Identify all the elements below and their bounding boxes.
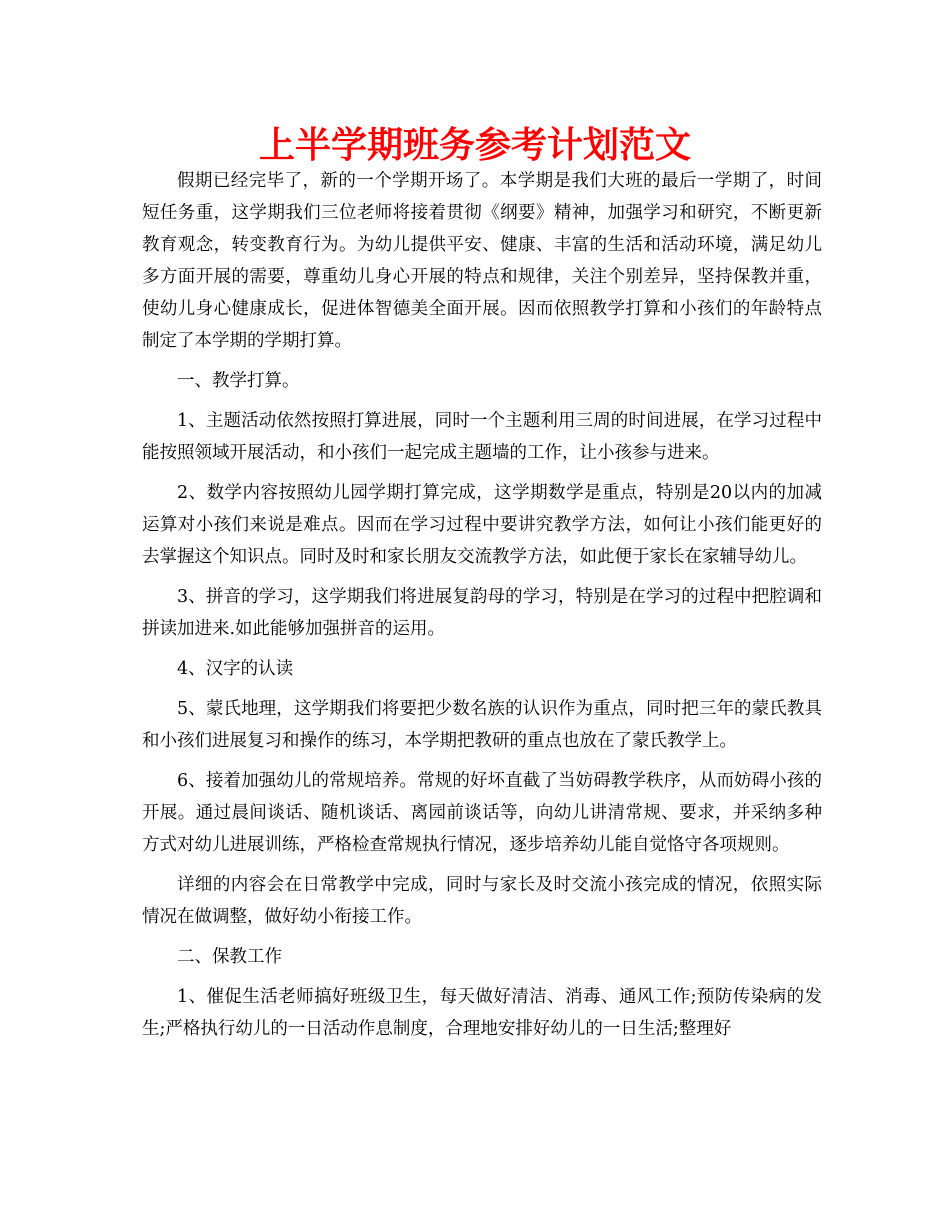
paragraph-summary: 详细的内容会在日常教学中完成，同时与家长及时交流小孩完成的情况，依照实际情况在做调整，做好幼小衔接工作。: [142, 875, 822, 927]
paragraph-item-5: 5、蒙氏地理，这学期我们将要把少数名族的认识作为重点，同时把三年的蒙氏教具和小孩们进展复习和操作的练习，本学期把教研的重点也放在了蒙氏教学上。: [142, 699, 822, 751]
paragraph-item-2: 2、数学内容按照幼儿园学期打算完成，这学期数学是重点，特别是20以内的加减运算对小孩们来说是难点。因而在学习过程中要讲究教学方法，如何让小孩们能更好的去掌握这个知识点。同时及时和家长朋友交流教学方法，如此便于家长在家辅导幼儿。: [142, 483, 822, 567]
document-title: 上半学期班务参考计划范文: [258, 125, 691, 166]
paragraph-item-6: 6、接着加强幼儿的常规培养。常规的好坏直截了当妨碍教学秩序，从而妨碍小孩的开展。通过晨间谈话、随机谈话、离园前谈话等，向幼儿讲清常规、要求，并采纳多种方式对幼儿进展训练，严格检查常规执行情况，逐步培养幼儿能自觉恪守各项规则。: [142, 771, 822, 855]
paragraph-item-4: 4、汉字的认读: [177, 659, 294, 679]
document-body: [142, 165, 822, 1053]
paragraph-intro: 假期已经完毕了，新的一个学期开场了。本学期是我们大班的最后一学期了，时间短任务重，这学期我们三位老师将接着贯彻《纲要》精神，加强学习和研究，不断更新教育观念，转变教育行为。为幼儿提供平安、健康、丰富的生活和活动环境，满足幼儿多方面开展的需要，尊重幼儿身心开展的特点和规律，关注个别差异，坚持保教并重，使幼儿身心健康成长，促进体智德美全面开展。因而依照教学打算和小孩们的年龄特点制定了本学期的学期打算。: [142, 171, 822, 351]
paragraph-item-1: 1、主题活动依然按照打算进展，同时一个主题利用三周的时间进展，在学习过程中能按照领域开展活动，和小孩们一起完成主题墙的工作，让小孩参与进来。: [142, 411, 822, 463]
paragraph-care-item-1: 1、催促生活老师搞好班级卫生，每天做好清洁、消毒、通风工作;预防传染病的发生;严格执行幼儿的一日活动作息制度，合理地安排好幼儿的一日生活;整理好: [142, 987, 822, 1039]
paragraph-item-3: 3、拼音的学习，这学期我们将进展复韵母的学习，特别是在学习的过程中把腔调和拼读加进来.如此能够加强拼音的运用。: [142, 587, 822, 639]
section-heading-teaching-plan: 一、教学打算。: [177, 371, 300, 391]
section-heading-care-work: 二、保教工作: [177, 947, 282, 967]
